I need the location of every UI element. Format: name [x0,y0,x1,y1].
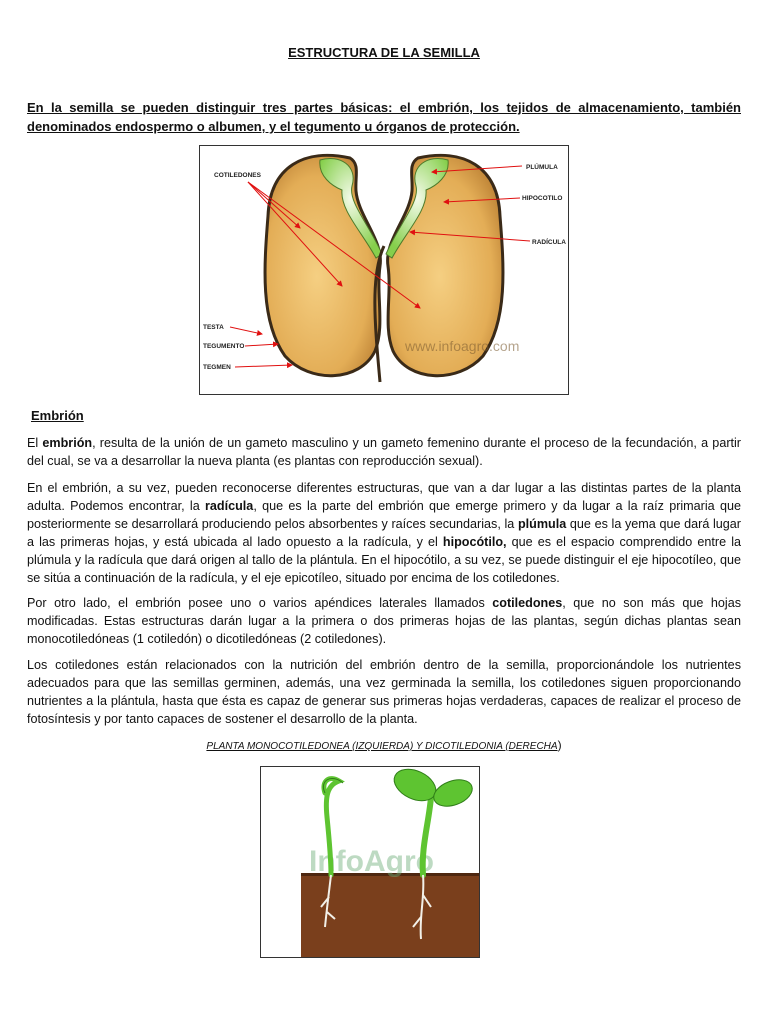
text: , que es la parte del embrión que emerge primero y da lugar a la raíz primaria que posteriormente se desarrollará produciendo pelos absorbentes y raíces secundarias, la [27,499,741,531]
figure-caption [0,738,768,752]
label-plumula: PLÚMULA [526,164,558,171]
caption-close: ) [557,738,562,752]
left-cotyledon [265,155,380,375]
text: que es la yema que dará lugar a las primeras hojas, y está ubicada al lado opuesto a la radícula, y el [27,517,741,549]
label-tegumento: TEGUMENTO [203,343,245,350]
seed-watermark: www.infoagro.com [405,338,520,354]
seed-structure-figure [199,145,569,395]
paragraph-cotiledones [27,594,741,648]
bold-term: plúmula [517,517,567,531]
bold-term: radícula [205,499,254,513]
text: que es el espacio comprendido entre la plúmula y la radícula que dará origen al tallo de la plántula. En el hipocótilo, a su vez, se puede distinguir el eje hipocotíleo, que se sitúa a continuación de la radícula, y el eje epicotíleo, situado por encima de los cotiledones. [27,535,741,585]
text: , que no son más que hojas modificadas. Estas estructuras darán lugar a la primera o dos primeras hojas de las plantas, según dichas plantas sean monocotiledóneas (1 cotiledón) o dicotiledóneas (2 cotiledones). [27,596,741,646]
text: En el embrión, a su vez, pueden reconocerse diferentes estructuras, que van a dar lugar a las distintas partes de la planta adulta. Podemos encontrar, la [27,481,741,513]
label-hipocotilo: HIPOCOTILO [522,195,563,202]
section-heading-embrion: Embrión [31,408,84,423]
intro-paragraph: En la semilla se pueden distinguir tres partes básicas: el embrión, los tejidos de almacenamiento, también denominados endospermo o albumen, y el tegumento u órganos de protección. [27,100,741,134]
plants-illustration [261,767,479,957]
paragraph-estructuras [27,479,741,587]
document-title: ESTRUCTURA DE LA SEMILLA [288,45,480,60]
label-tegmen: TEGMEN [203,364,231,371]
bold-term: cotiledones [492,596,563,610]
label-radicula: RADÍCULA [532,239,566,246]
label-testa: TESTA [203,324,224,331]
seed-diagram [200,146,568,394]
caption-text: PLANTA MONOCOTILEDONEA (IZQUIERDA) Y DICOTILEDONIA (DERECHA [206,741,558,752]
bold-term: embrión [42,436,93,450]
label-cotiledones: COTILEDONES [214,172,261,179]
text: , resulta de la unión de un gameto masculino y un gameto femenino durante el proceso de la fecundación, a partir del cual, se va a desarrollar la nueva planta (es plantas con reproducción sexual). [27,436,742,468]
paragraph-embrion [27,434,741,470]
plants-figure [260,766,480,958]
text: Por otro lado, el embrión posee uno o varios apéndices laterales llamados [27,596,493,610]
paragraph-nutricion: Los cotiledones están relacionados con la nutrición del embrión dentro de la semilla, proporcionándole los nutrientes adecuados para que las semillas germinen, además, una vez germinada la semilla, los cotiledones siguen proporcionando nutrientes a la plántula, hasta que ésta es capaz de generar sus primeras hojas verdaderas, capaces de realizar el proceso de fotosíntesis y por tanto capaces de sostener el desarrollo de la planta. [27,658,741,726]
plants-watermark: InfoAgro [309,845,434,878]
soil [301,873,479,957]
bold-term: hipocótilo, [442,535,507,549]
text: El [27,436,43,450]
